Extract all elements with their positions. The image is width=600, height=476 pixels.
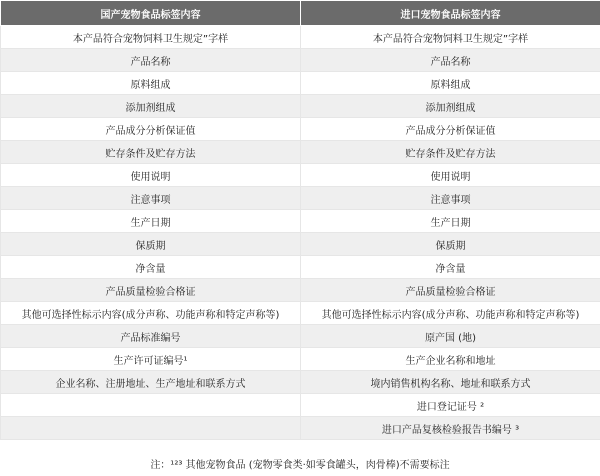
table-row bbox=[1, 118, 600, 141]
table-row bbox=[1, 348, 600, 371]
cell-imported: 进口登记证号 ² bbox=[301, 394, 600, 417]
cell-domestic: 注意事项 bbox=[1, 187, 301, 210]
table-row bbox=[1, 256, 600, 279]
header-imported: 进口宠物食品标签内容 bbox=[301, 1, 600, 26]
table-row bbox=[1, 72, 600, 95]
cell-domestic: 产品名称 bbox=[1, 49, 301, 72]
cell-imported: 添加剂组成 bbox=[301, 95, 600, 118]
table-row bbox=[1, 371, 600, 394]
cell-imported: 贮存条件及贮存方法 bbox=[301, 141, 600, 164]
table-row bbox=[1, 187, 600, 210]
cell-imported: 原料组成 bbox=[301, 72, 600, 95]
cell-imported: 产品名称 bbox=[301, 49, 600, 72]
cell-imported: 本产品符合宠物饲料卫生规定”字样 bbox=[301, 26, 600, 49]
cell-domestic: 企业名称、注册地址、生产地址和联系方式 bbox=[1, 371, 301, 394]
cell-imported: 生产企业名称和地址 bbox=[301, 348, 600, 371]
cell-domestic: 其他可选择性标示内容(成分声称、功能声称和特定声称等) bbox=[1, 302, 301, 325]
table-row bbox=[1, 49, 600, 72]
cell-imported: 原产国 (地) bbox=[301, 325, 600, 348]
table-row bbox=[1, 279, 600, 302]
cell-imported: 产品质量检验合格证 bbox=[301, 279, 600, 302]
cell-imported: 保质期 bbox=[301, 233, 600, 256]
cell-domestic: 生产许可证编号¹ bbox=[1, 348, 301, 371]
table-header-row bbox=[1, 1, 600, 26]
table-row bbox=[1, 325, 600, 348]
cell-imported: 净含量 bbox=[301, 256, 600, 279]
cell-domestic: 生产日期 bbox=[1, 210, 301, 233]
cell-domestic: 添加剂组成 bbox=[1, 95, 301, 118]
cell-domestic bbox=[1, 394, 301, 417]
cell-imported: 产品成分分析保证值 bbox=[301, 118, 600, 141]
header-domestic: 国产宠物食品标签内容 bbox=[1, 1, 301, 26]
cell-imported: 其他可选择性标示内容(成分声称、功能声称和特定声称等) bbox=[301, 302, 600, 325]
cell-domestic bbox=[1, 417, 301, 440]
cell-imported: 进口产品复核检验报告书编号 ³ bbox=[301, 417, 600, 440]
cell-domestic: 本产品符合宠物饲料卫生规定”字样 bbox=[1, 26, 301, 49]
cell-domestic: 产品标准编号 bbox=[1, 325, 301, 348]
cell-domestic: 原料组成 bbox=[1, 72, 301, 95]
cell-imported: 注意事项 bbox=[301, 187, 600, 210]
cell-domestic: 使用说明 bbox=[1, 164, 301, 187]
table-row bbox=[1, 210, 600, 233]
cell-domestic: 净含量 bbox=[1, 256, 301, 279]
table-row bbox=[1, 26, 600, 49]
table-row bbox=[1, 233, 600, 256]
table-row bbox=[1, 302, 600, 325]
cell-imported: 使用说明 bbox=[301, 164, 600, 187]
cell-domestic: 贮存条件及贮存方法 bbox=[1, 141, 301, 164]
cell-imported: 生产日期 bbox=[301, 210, 600, 233]
table-row bbox=[1, 394, 600, 417]
table-row bbox=[1, 141, 600, 164]
table-row bbox=[1, 417, 600, 440]
table-row bbox=[1, 95, 600, 118]
table-body bbox=[1, 26, 600, 440]
cell-domestic: 产品成分分析保证值 bbox=[1, 118, 301, 141]
cell-domestic: 产品质量检验合格证 bbox=[1, 279, 301, 302]
footnote: 注：¹²³ 其他宠物食品 (宠物零食类·如零食罐头，肉骨棒)不需要标注 bbox=[150, 460, 450, 471]
table-row bbox=[1, 164, 600, 187]
cell-domestic: 保质期 bbox=[1, 233, 301, 256]
cell-imported: 境内销售机构名称、地址和联系方式 bbox=[301, 371, 600, 394]
